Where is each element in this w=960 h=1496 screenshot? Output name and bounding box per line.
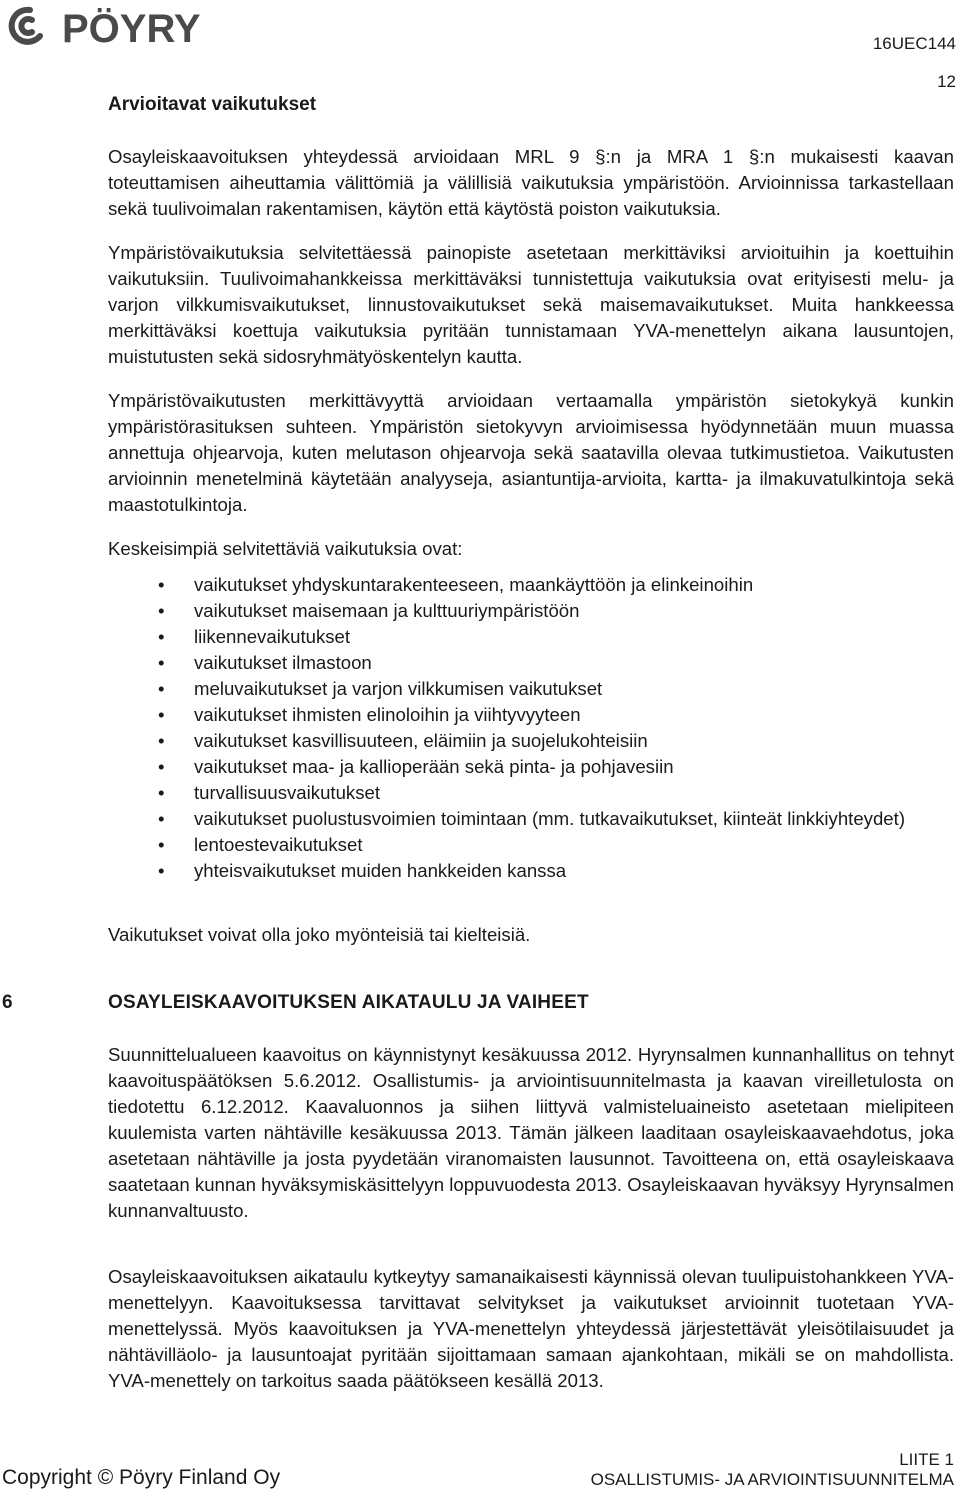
page-number: 12 — [937, 72, 956, 91]
bullet-icon: • — [158, 730, 165, 751]
bullet-icon: • — [158, 860, 165, 881]
section-paragraph-2: Ympäristövaikutuksia selvitettäessä painopiste asetetaan merkittäviksi arvioituihin ja koettuihin vaikutuksiin. Tuulivoimahankkeissa merkittäväksi tunnistettuja vaikutuksia ovat erityisesti melu- ja varjon vilkkumisvaikutukset, linnustovaikutukset sekä maisemavaikutukset. Muita hankkeessa merkittäväksi koettuja vaikutuksia pyritään tunnistamaan YVA-menettelyn aikana lausuntojen, muistutusten sekä sidosryhmätyöskentelyn kautta. — [108, 242, 954, 367]
impact-list — [108, 572, 954, 884]
list-item: • vaikutukset yhdyskuntarakenteeseen, maankäyttöön ja elinkeinoihin — [108, 572, 954, 598]
section-paragraph-3: Ympäristövaikutusten merkittävyyttä arvioidaan vertaamalla ympäristön sietokykyä kunkin ympäristörasituksen suhteen. Ympäristön sietokyvyn arvioimisessa hyödynnetään muun muassa annettuja ohjearvoja, kuten melutason ohjearvoja sekä saatavilla olevaa tutkimustietoa. Vaikutusten arvioinnin menetelminä käytetään analyyseja, asiantuntija-arvioita, kartta- ja ilmakuvatulkintoja sekä maastotulkintoja. — [108, 390, 954, 515]
footer-copyright: Copyright © Pöyry Finland Oy — [2, 1466, 281, 1489]
logo-swirl-inner — [21, 19, 32, 33]
logo-swirl-outer — [12, 10, 40, 42]
list-item: • vaikutukset ilmastoon — [108, 650, 954, 676]
list-item: • vaikutukset puolustusvoimien toimintaan (mm. tutkavaikutukset, kiinteät linkkiyhteydet) — [108, 806, 954, 832]
list-item: • vaikutukset ihmisten elinoloihin ja viihtyvyyteen — [108, 702, 954, 728]
footer-document-name: OSALLISTUMIS- JA ARVIOINTISUUNNITELMA — [590, 1470, 954, 1489]
bullet-icon: • — [158, 652, 165, 673]
bullet-icon: • — [158, 574, 165, 595]
chapter-number: 6 — [2, 992, 13, 1013]
bullet-icon: • — [158, 678, 165, 699]
list-intro: Keskeisimpiä selvitettäviä vaikutuksia ovat: — [108, 538, 463, 559]
logo-text: PÖYRY — [62, 7, 201, 50]
bullet-icon: • — [158, 626, 165, 647]
closing-sentence: Vaikutukset voivat olla joko myönteisiä tai kielteisiä. — [108, 924, 531, 945]
list-item: • vaikutukset maisemaan ja kulttuuriympäristöön — [108, 598, 954, 624]
list-item: • lentoestevaikutukset — [108, 832, 954, 858]
list-item: • turvallisuusvaikutukset — [108, 780, 954, 806]
bullet-icon: • — [158, 704, 165, 725]
bullet-icon: • — [158, 782, 165, 803]
bullet-icon: • — [158, 834, 165, 855]
list-item: • vaikutukset kasvillisuuteen, eläimiin ja suojelukohteisiin — [108, 728, 954, 754]
section-paragraph-1: Osayleiskaavoituksen yhteydessä arvioidaan MRL 9 §:n ja MRA 1 §:n mukaisesti kaavan toteuttamisen aiheuttamia välittömiä ja välillisiä vaikutuksia ympäristöön. Arvioinnissa tarkastellaan sekä tuulivoimalan rakentamisen, käytön että käytöstä poiston vaikutuksia. — [108, 146, 954, 219]
chapter-title: OSAYLEISKAAVOITUKSEN AIKATAULU JA VAIHEET — [108, 992, 589, 1013]
footer-appendix: LIITE 1 — [899, 1450, 954, 1469]
bullet-icon: • — [158, 600, 165, 621]
list-item: • yhteisvaikutukset muiden hankkeiden kanssa — [108, 858, 954, 884]
document-code: 16UEC144 — [872, 34, 956, 53]
list-item: • vaikutukset maa- ja kallioperään sekä pinta- ja pohjavesiin — [108, 754, 954, 780]
bullet-icon: • — [158, 756, 165, 777]
list-item: • meluvaikutukset ja varjon vilkkumisen vaikutukset — [108, 676, 954, 702]
section-title: Arvioitavat vaikutukset — [108, 94, 317, 115]
poyry-logo — [2, 2, 258, 50]
chapter-paragraph-1: Suunnittelualueen kaavoitus on käynnistynyt kesäkuussa 2012. Hyrynsalmen kunnanhallitus on tehnyt kaavoituspäätöksen 5.6.2012. Osallistumis- ja arviointisuunnitelmasta ja kaavan vireilletulosta on tiedotettu 6.12.2012. Kaavaluonnos ja siihen liittyvä valmisteluaineisto asetetaan mielipiteen kuulemista varten nähtäville kesäkuussa 2013. Tämän jälkeen laaditaan osayleiskaavaehdotus, joka asetetaan nähtäville ja josta pyydetään viranomaisten lausunnot. Tavoitteena on, että osayleiskaava saatetaan kunnan hyväksymiskäsittelyyn loppuvuodesta 2013. Osayleiskaavan hyväksyy Hyrynsalmen kunnanvaltuusto. — [108, 1044, 954, 1221]
chapter-paragraph-2: Osayleiskaavoituksen aikataulu kytkeytyy samanaikaisesti käynnissä olevan tuulipuistohankkeen YVA-menettelyyn. Kaavoituksessa tarvittavat selvitykset ja vaikutukset arvioinnit tuotetaan YVA-menettelyssä. Myös kaavoituksen ja YVA-menettelyn yhteydessä järjestettävät yleisötilaisuudet ja nähtävilläolo- ja lausuntoajat pyritään sijoittamaan samaan ajankohtaan, mikäli se on mahdollista. YVA-menettely on tarkoitus saada päätökseen kesällä 2013. — [108, 1266, 954, 1391]
bullet-icon: • — [158, 808, 165, 829]
list-item: • liikennevaikutukset — [108, 624, 954, 650]
